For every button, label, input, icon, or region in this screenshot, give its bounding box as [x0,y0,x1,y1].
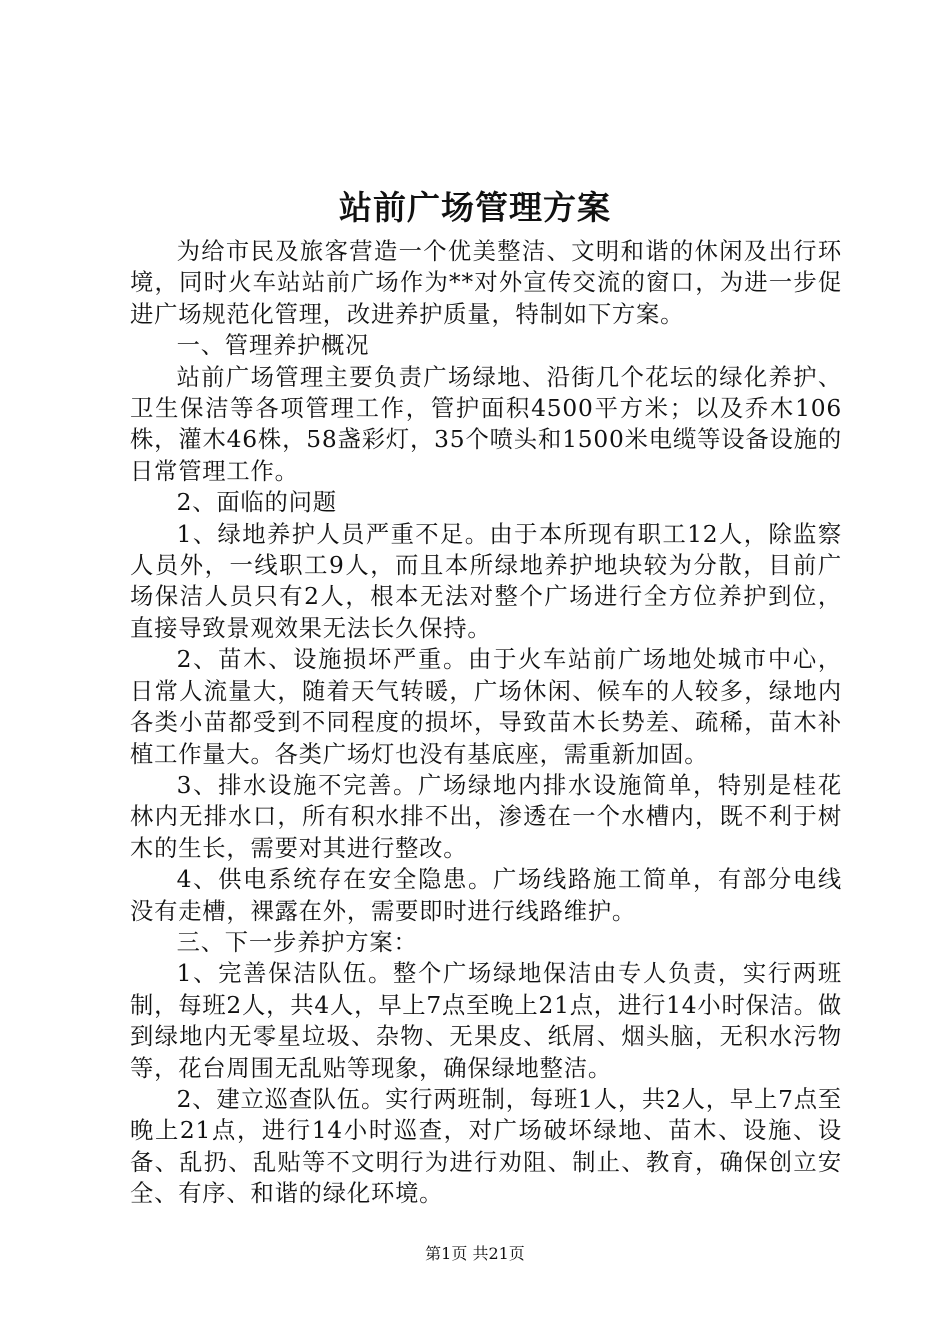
paragraph-intro: 为给市民及旅客营造一个优美整洁、文明和谐的休闲及出行环境，同时火车站站前广场作为**对外宣传交流的窗口，为进一步促进广场规范化管理，改进养护质量，特制如下方案。 [130,238,842,328]
document-body [130,236,842,1210]
section-heading-plan: 三、下一步养护方案： [176,928,418,956]
paragraph-plan-1: 1、完善保洁队伍。整个广场绿地保洁由专人负责，实行两班制，每班2人，共4人，早上7点至晚上21点，进行14小时保洁。做到绿地内无零星垃圾、杂物、无果皮、纸屑、烟头脑，无积水污物等，花台周围无乱贴等现象，确保绿地整洁。 [130,960,842,1082]
paragraph-problem-4: 4、供电系统存在安全隐患。广场线路施工简单，有部分电线没有走槽，裸露在外，需要即时进行线路维护。 [130,866,842,925]
paragraph-overview: 站前广场管理主要负责广场绿地、沿街几个花坛的绿化养护、卫生保洁等各项管理工作，管护面积4500平方米；以及乔木106株，灌木46株，58盏彩灯，35个喷头和1500米电缆等设备设施的日常管理工作。 [130,363,842,485]
page-footer: 第1页 共21页 [425,1244,525,1263]
paragraph-problem-3: 3、排水设施不完善。广场绿地内排水设施简单，特别是桂花林内无排水口，所有积水排不出，渗透在一个水槽内，既不利于树木的生长，需要对其进行整改。 [130,771,842,862]
section-heading-problems: 2、面临的问题 [176,489,337,517]
paragraph-plan-2: 2、建立巡查队伍。实行两班制，每班1人，共2人，早上7点至晚上21点，进行14小时巡查，对广场破坏绿地、苗木、设施、设备、乱扔、乱贴等不文明行为进行劝阻、制止、教育，确保创立安全、有序、和谐的绿化环境。 [130,1085,842,1208]
section-heading-overview: 一、管理养护概况 [176,332,370,360]
paragraph-problem-1: 1、绿地养护人员严重不足。由于本所现有职工12人，除监察人员外，一线职工9人，而且本所绿地养护地块较为分散，目前广场保洁人员只有2人，根本无法对整个广场进行全方位养护到位，直接导致景观效果无法长久保持。 [130,520,842,642]
paragraph-problem-2: 2、苗木、设施损坏严重。由于火车站前广场地处城市中心，日常人流量大，随着天气转暖，广场休闲、候车的人较多，绿地内各类小苗都受到不同程度的损坏，导致苗木长势差、疏稀，苗木补植工作量大。各类广场灯也没有基底座，需重新加固。 [130,646,842,768]
document-title: 站前广场管理方案 [339,188,611,227]
